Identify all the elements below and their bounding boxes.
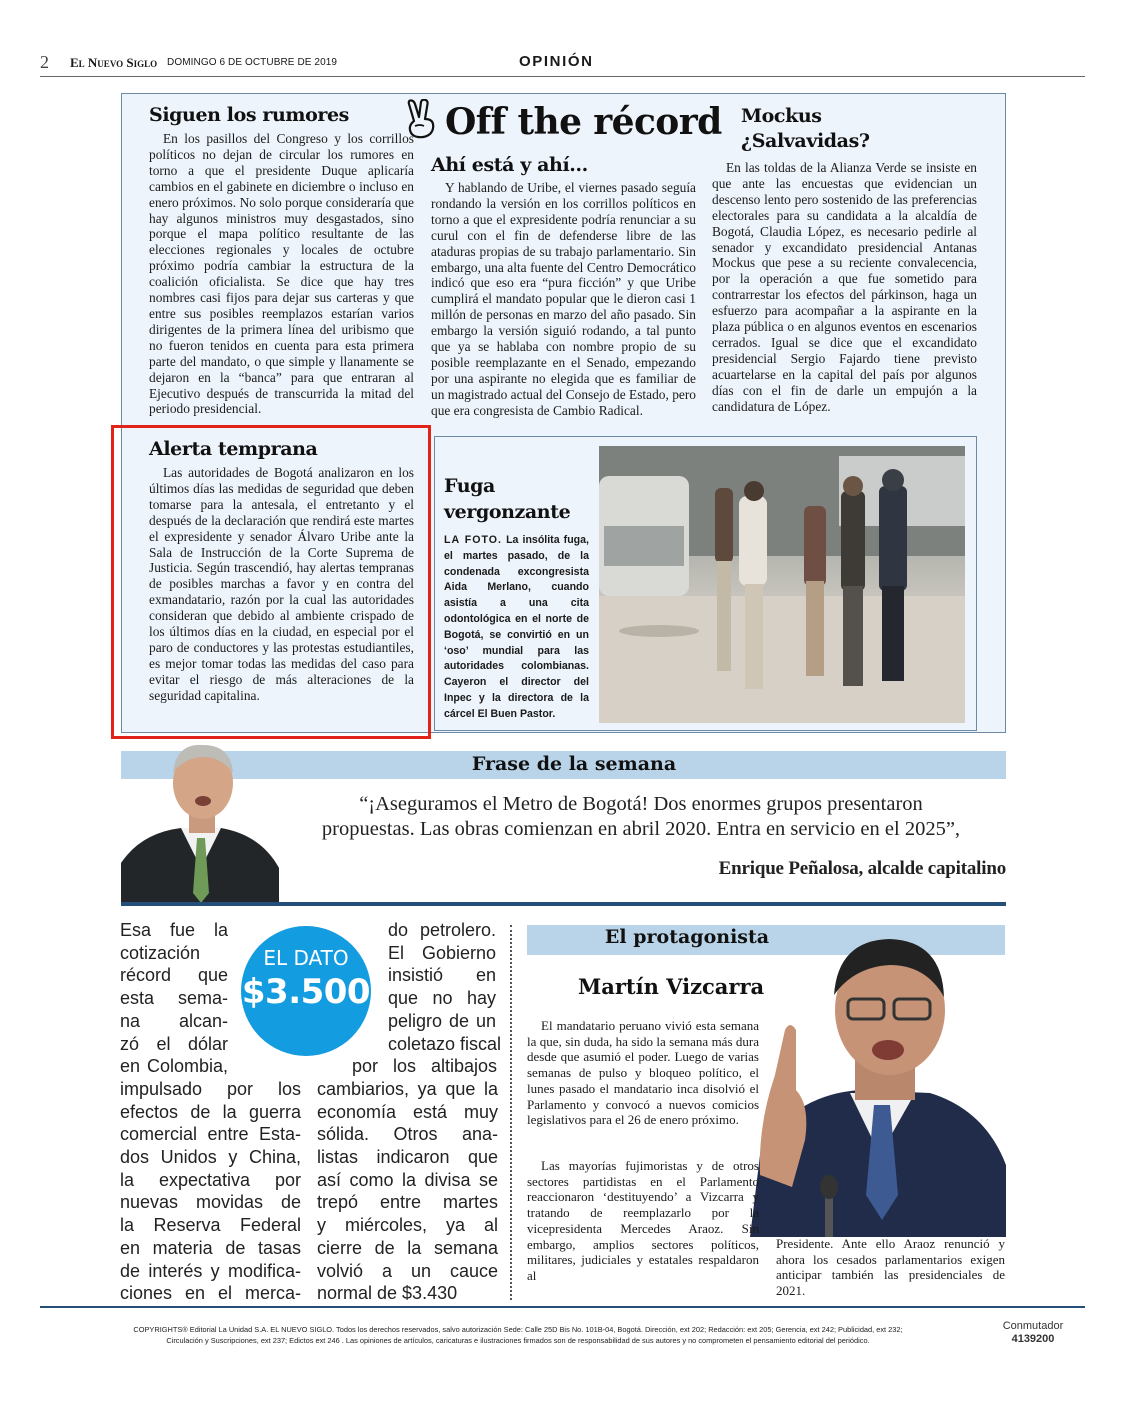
article-title-mockus-line2: ¿Salvavidas? xyxy=(741,130,870,152)
dato-line: insistió en xyxy=(388,965,496,986)
penalosa-photo xyxy=(121,743,279,903)
foto-title-line2: vergonzante xyxy=(444,501,571,523)
dato-line: cierre de la semana xyxy=(317,1237,498,1258)
dato-line: do petrolero. xyxy=(388,920,496,940)
dato-line: la Reserva Federal xyxy=(120,1215,301,1236)
dato-line: efectos de la guerra xyxy=(120,1101,301,1122)
dato-line: en materia de tasas xyxy=(120,1237,301,1258)
dato-line: la expectativa por xyxy=(120,1169,301,1190)
dato-line: coletazo fiscal xyxy=(388,1033,502,1054)
dato-line: cotización xyxy=(120,942,201,963)
article-title-ahi-esta: Ahí está y ahí… xyxy=(431,154,588,176)
dato-line: normal de $3.430 xyxy=(317,1283,458,1304)
article-body-alerta: Las autoridades de Bogotá analizaron en los últimos días las medidas de seguridad que deben tomarse para la antesala, el entretanto y el después de la declaración que rendirá este martes el expresidente y senador Álvaro Uribe ante la Sala de Instrucción de la Corte Suprema de Justicia. Según trascendió, hay alertas tempranas de posibles marchas a favor y en contra del exmandatario, razón por la cual las autoridades consideran que debido al ambiente crispado de los últimos días en la ciudad, en especial por el paro de conductores y las protestas estudiantiles, es mejor tomar todas las medidas del caso para evitar el riesgo de más alteraciones de la seguridad capitalina. xyxy=(149,465,414,703)
frase-author: Enrique Peñalosa, alcalde capitalino xyxy=(718,858,1006,879)
dato-value: $3.500 xyxy=(241,972,371,1012)
dato-line: cambiarios, ya que la xyxy=(317,1078,498,1099)
article-body-ahi-esta: Y hablando de Uribe, el viernes pasado seguía rondando la versión en los corrillos políticos en torno a que el expresidente podría renunciar a su curul con el fin de defenderse libre de las ataduras propias de su trabajo parlamentario. Sin embargo, una alta fuente del Centro Democrático indicó que eso era “pura ficción” y que Uribe cumplirá el mandato popular que le dieron casi 1 millón de personas en marzo del año pasado. Sin embargo la versión siguió rodando, a tal punto que ya se hablaba con nombre propio de su posible reemplazante en el Senado, empezando por una aspirante no elegida que es familiar de un magistrado actual del Consejo de Estado, pero que era congresista de Cambio Radical. xyxy=(431,180,696,418)
article-body-mockus: En las toldas de la Alianza Verde se insiste en que ante las encuestas que evidencian un descenso lento pero sostenido de las preferencias electorales para su candidata a la alcaldía de Bogotá, Claudia López, es necesario pedirle al senador y excandidato presidencial Antanas Mockus que pese a su reciente convalecencia, por la operación a que fue sometido para contrarrestar los efectos del párkinson, haga un esfuerzo para acompañar a la aspirante en la plaza pública o en algunos eventos en escenarios cerrados. Igual se dice que el excandidato presidencial Sergio Fajardo tiene previsto acuartelarse en la capital del país por algunos días con el fin de darle un empujón a la candidatura de López. xyxy=(712,160,977,414)
newspaper-name: El Nuevo Siglo xyxy=(70,55,158,70)
frase-rule xyxy=(121,902,1006,906)
vizcarra-illustration xyxy=(730,925,1006,1237)
vizcarra-photo xyxy=(730,925,1006,1237)
dato-line: zó el dólar xyxy=(120,1033,228,1054)
foto-caption-text: La insólita fuga, el martes pasado, de la condenada excongresista Aida Merlano, cuando asistía a una cita odontológica en el norte de Bogotá, se convirtió en un ‘oso’ mundial para las autoridades colombianas. Cayeron el director del Inpec y la directora de la cárcel El Buen Pastor. xyxy=(444,534,589,720)
frase-title: Frase de la semana xyxy=(471,753,677,775)
dato-line: esta sema- xyxy=(120,988,228,1009)
article-title-mockus-line1: Mockus xyxy=(741,105,822,127)
foto-title-line1: Fuga xyxy=(444,475,495,497)
escape-photo xyxy=(599,446,965,723)
footer-rule xyxy=(40,1306,1085,1308)
article-body-rumores: En los pasillos del Congreso y los corrillos políticos no dejan de circular los rumores en torno a que el presidente Duque aplicaría cambios en el gabinete en diciembre o incluso en enero próximos. No solo porque consideraría que hay algunos ministros muy desgastados, sino porque el mapa político resultante de las elecciones regionales y locales de octubre próximo podría cambiar la estructura de la coalición oficialista. Se dice que hay tres nombres casi fijos para dejar sus carteras y que entre sus posibles reemplazos estarían varios dirigentes de la primera línea del uribismo que no fueron tenidos en cuenta para esta primera parte del mandato, o que simple y llanamente se dejaron en la “banca” para que entraran al Ejecutivo después de transcurrida la mitad del periodo presidencial. xyxy=(149,131,414,417)
penalosa-illustration xyxy=(121,743,279,903)
dato-line: que no hay xyxy=(388,988,496,1009)
protagonista-body-p2: Las mayorías fujimoristas y de otros sectores partidistas en el Parlamento reaccionaron ‘destituyendo’ a Vizcarra y tratando de reemplazarlo por la vicepresidenta Mercedes Araoz. Sin embargo, amplios sectores políticos, militares, judiciales y estatales respaldaron al xyxy=(527,1158,759,1283)
off-the-record-title: Off the récord xyxy=(445,101,722,143)
dato-line: dos Unidos y China, xyxy=(120,1147,301,1167)
dato-label: EL DATO xyxy=(263,946,349,970)
dato-line: de interés y modifica- xyxy=(120,1260,301,1281)
protagonista-title: El protagonista xyxy=(604,926,770,948)
foto-title xyxy=(444,473,570,525)
foto-caption xyxy=(444,533,589,723)
footer-copyright xyxy=(58,1324,978,1346)
dato-line: nuevas movidas de xyxy=(120,1192,301,1213)
dato-line: trepó entre martes xyxy=(317,1192,498,1213)
footer-copyright-line1: COPYRIGHTS® Editorial La Unidad S.A. EL NUEVO SIGLO. Todos los derechos reservados, salvo autorización Sede: Calle 25D Bis No. 101B-04, Bogotá. Dirección, ext 202; Redacción: ext 205; Gerencia, ext 242; Publicidad, ext 232; xyxy=(133,1325,903,1334)
footer-conmutador xyxy=(990,1320,1076,1346)
issue-date: DOMINGO 6 DE OCTUBRE DE 2019 xyxy=(167,57,338,68)
dato-line: impulsado por los xyxy=(120,1078,301,1099)
dato-line: y miércoles, ya al xyxy=(317,1215,498,1236)
column-separator xyxy=(510,925,512,1300)
frase-quote-line2: propuestas. Las obras comienzan en abril 2020. Entra en servicio en el 2025”, xyxy=(321,818,961,840)
dato-line: récord que xyxy=(120,965,228,986)
footer-copyright-line2: Circulación y Suscripciones, ext 237; Edictos ext 246 . Las opiniones de artículos, caricaturas e ilustraciones firmados son de responsabilidad de sus autores y no comprometen el pensamiento editorial del periódico. xyxy=(166,1336,870,1345)
dato-line: peligro de un xyxy=(388,1010,496,1031)
conmutador-number: 4139200 xyxy=(1011,1333,1055,1345)
dato-line: volvió a un cauce xyxy=(317,1260,498,1281)
section-title: OPINIÓN xyxy=(519,53,594,70)
protagonista-body-p1: El mandatario peruano vivió esta semana la que, sin duda, ha sido la semana más dura desde que asumió el poder. Luego de varias semanas de pulso y bloqueo político, el lunes pasado el mandatario inca disolvió el Parlamento y convocó a nuevos comicios legislativos para el 26 de enero próximo. xyxy=(527,1018,759,1128)
dato-line: por los altibajos xyxy=(352,1056,497,1077)
page-number: 2 xyxy=(40,52,49,72)
dato-line: en Colombia, xyxy=(120,1056,228,1077)
conmutador-label: Conmutador xyxy=(1002,1320,1064,1332)
dato-line: ciones en el merca- xyxy=(120,1283,301,1304)
highlight-box xyxy=(111,425,431,739)
header-rule xyxy=(40,76,1085,77)
frase-quote xyxy=(275,792,1007,842)
article-title-rumores: Siguen los rumores xyxy=(149,104,349,126)
dato-line: El Gobierno xyxy=(388,942,496,963)
escape-photo-illustration xyxy=(599,446,965,723)
frase-quote-line1: “¡Aseguramos el Metro de Bogotá! Dos enormes grupos presentaron xyxy=(359,793,923,815)
dato-line: Esa fue la xyxy=(120,920,228,940)
article-title-mockus xyxy=(741,104,870,154)
dato-line: listas indicaron que xyxy=(317,1147,498,1167)
foto-caption-lead: LA FOTO. xyxy=(444,534,502,546)
article-title-alerta: Alerta temprana xyxy=(149,438,318,460)
dato-line: sólida. Otros ana- xyxy=(317,1124,498,1145)
dato-line: economía está muy xyxy=(317,1101,498,1122)
dato-line: comercial entre Esta- xyxy=(120,1124,301,1145)
dato-line: así como la divisa se xyxy=(317,1169,498,1190)
protagonista-name: Martín Vizcarra xyxy=(578,974,765,999)
dato-line: na alcan- xyxy=(120,1010,228,1031)
protagonista-body-p3: Presidente. Ante ello Araoz renunció y ahora los cesados parlamentarios exigen anticipar también las presidenciales de 2021. xyxy=(776,1236,1005,1299)
